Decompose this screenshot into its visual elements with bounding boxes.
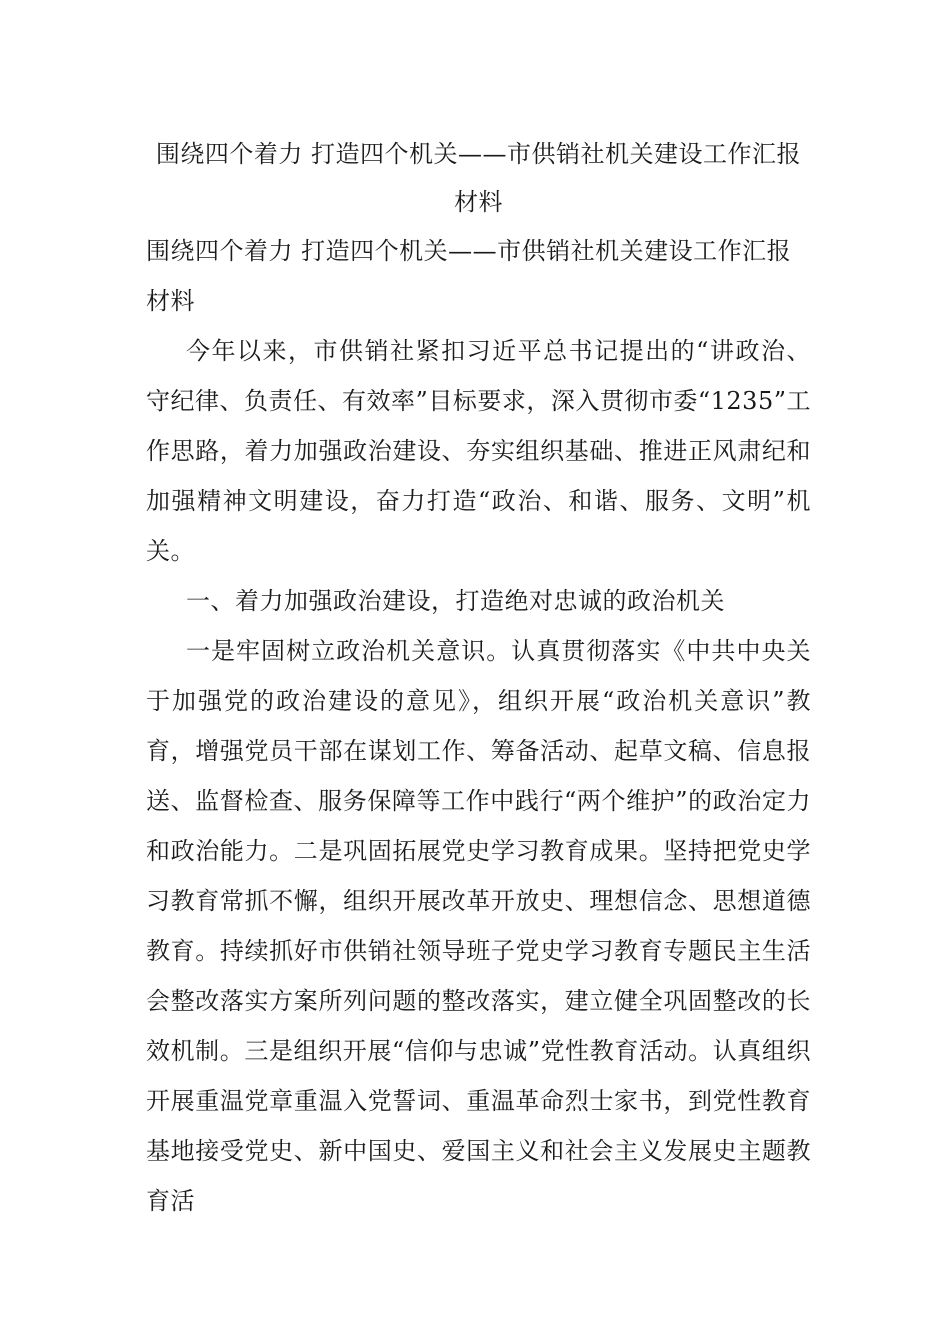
- document-body: [146, 130, 811, 1226]
- section-heading: 一、着力加强政治建设，打造绝对忠诚的政治机关: [186, 587, 725, 615]
- document-title: 围绕四个着力 打造四个机关——市供销社机关建设工作汇报材料: [155, 140, 802, 216]
- section-paragraph: 一是牢固树立政治机关意识。认真贯彻落实《中共中央关于加强党的政治建设的意见》，组织开展“政治机关意识”教育，增强党员干部在谋划工作、筹备活动、起草文稿、信息报送、监督检查、服务保障等工作中践行“两个维护”的政治定力和政治能力。二是巩固拓展党史学习教育成果。坚持把党史学习教育常抓不懈，组织开展改革开放史、理想信念、思想道德教育。持续抓好市供销社领导班子党史学习教育专题民主生活会整改落实方案所列问题的整改落实，建立健全巩固整改的长效机制。三是组织开展“信仰与忠诚”党性教育活动。认真组织开展重温党章重温入党誓词、重温革命烈士家书，到党性教育基地接受党史、新中国史、爱国主义和社会主义发展史主题教育活: [146, 637, 811, 1215]
- intro-paragraph: 今年以来，市供销社紧扣习近平总书记提出的“讲政治、守纪律、负责任、有效率”目标要求，深入贯彻市委“1235”工作思路，着力加强政治建设、夯实组织基础、推进正风肃纪和加强精神文明建设，奋力打造“政治、和谐、服务、文明”机关。: [146, 337, 811, 565]
- document-subtitle: 围绕四个着力 打造四个机关——市供销社机关建设工作汇报材料: [146, 237, 792, 315]
